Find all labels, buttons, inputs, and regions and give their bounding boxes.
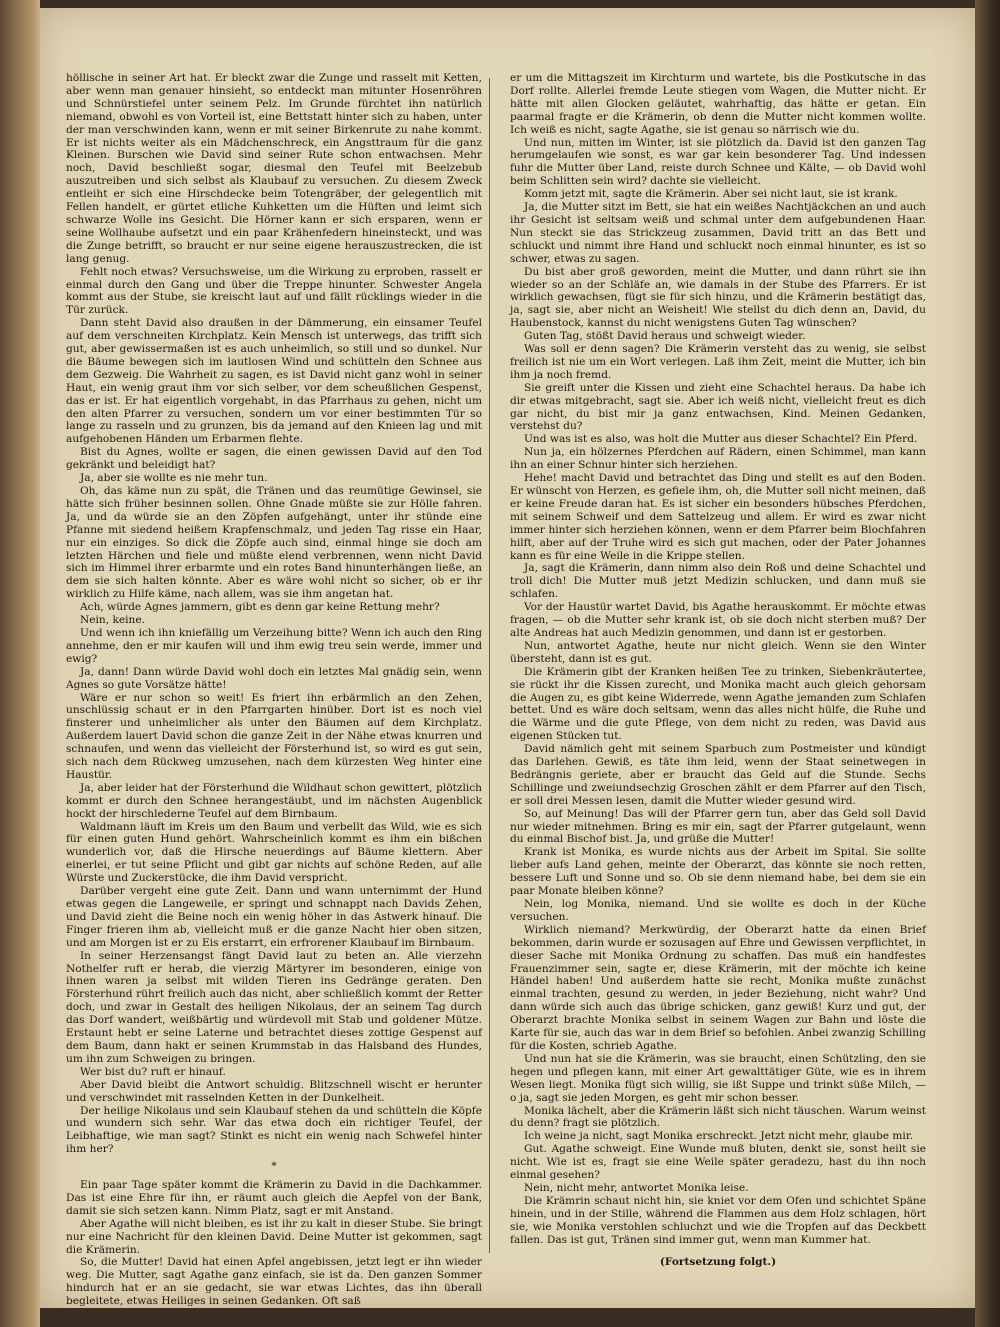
paragraph: In seiner Herzensangst fängt David laut zu beten an. Alle vierzehn Nothelfer ruft er herab, die vierzig Märtyrer im besonderen, einige von ihnen waren ja selbst mit wilden Tieren ins Gedränge geraten. Den Försterhund rührt freilich auch das nicht, aber schließlich kommt der Retter doch, und zwar in Gestalt des heiligen Nikolaus, der an seinem Tag durch das Dorf wandert, weißbärtig und würdevoll mit Stab und goldener Mütze. Erstaunt hebt er seine Laterne und betrachtet dieses zottige Gespenst auf dem Baum, dann hakt er seinen Krummstab in das Halsband des Hundes, um ihn zum Schweigen zu bringen.	[66, 949, 482, 1065]
paragraph: Aber Agathe will nicht bleiben, es ist ihr zu kalt in dieser Stube. Sie bringt nur eine Nachricht für den kleinen David. Deine Mutter ist gekommen, sagt die Krämerin.	[66, 1217, 482, 1256]
paragraph: Hehe! macht David und betrachtet das Ding und stellt es auf den Boden. Er wünscht von Herzen, es gefiele ihm, oh, die Mutter soll nicht meinen, daß er keine Freude daran hat. Es ist sicher ein besonders hübsches Pferdchen, mit seinem Schweif und dem Sattelzeug und allem. Er wird es zwar nicht immer hinter sich herziehen können, wenn er dem Pfarrer beim Blochfahren hilft, aber auf der Truhe wird es sich gut machen, oder der Pater Johannes kann es für eine Weile in die Krippe stellen.	[510, 472, 926, 562]
paragraph: Ja, aber sie wollte es nie mehr tun.	[80, 472, 268, 485]
paragraph: Ja, dann! Dann würde David wohl doch ein letztes Mal gnädig sein, wenn Agnes so gute Vorsätze hätte!	[66, 665, 482, 691]
paragraph: Aber David bleibt die Antwort schuldig. Blitzschnell wischt er herunter und verschwindet mit rasselnden Ketten in der Dunkelheit.	[66, 1078, 482, 1104]
paragraph: Krank ist Monika, es wurde nichts aus der Arbeit im Spital. Sie sollte lieber aufs Land gehen, meinte der Oberarzt, das könnte sie noch retten, bessere Luft und Sonne und so. Ob sie denn niemand habe, bei dem sie ein paar Monate bleiben könne?	[510, 846, 926, 898]
paragraph: Monika lächelt, aber die Krämerin läßt sich nicht täuschen. Warum weinst du denn? fragt sie plötzlich.	[510, 1104, 926, 1130]
paragraph: Komm jetzt mit, sagte die Krämerin. Aber sei nicht laut, sie ist krank.	[524, 188, 898, 201]
paragraph: Wäre er nur schon so weit! Es friert ihn erbärmlich an den Zehen, unschlüssig schaut er in den Pfarrgarten hinüber. Dort ist es noch viel finsterer und unheimlicher als unter den Bäumen auf dem Kirchplatz. Außerdem lauert David schon die ganze Zeit in der Nähe etwas knurren und schnaufen, und wenn das vielleicht der Försterhund ist, so wird es gut sein, sich nach dem Rückweg umzusehen, nach dem kürzesten Weg hinter eine Haustür.	[66, 691, 482, 781]
page-edge	[975, 0, 1000, 1327]
paragraph: Die Krämrin schaut nicht hin, sie kniet vor dem Ofen und schichtet Späne hinein, und in der Stille, während die Flammen aus dem Holz schlagen, hört sie, wie Monika verstohlen schluchzt und wie die Tropfen auf das Deckbett fallen. Das ist gut, Tränen sind immer gut, wenn man Kummer hat.	[510, 1194, 926, 1246]
paragraph: So, die Mutter! David hat einen Apfel angebissen, jetzt legt er ihn wieder weg. Die Mutter, sagt Agathe ganz einfach, sie ist da. Den ganzen Sommer hindurch hat er an sie gedacht, sie war etwas Lichtes, das ihn überall begleitete, etwas Heiliges in seinen Gedanken. Oft saß	[66, 1256, 482, 1308]
paragraph: Nun ja, ein hölzernes Pferdchen auf Rädern, einen Schimmel, man kann ihn an einer Schnur hinter sich herziehen.	[510, 446, 926, 472]
paragraph: David nämlich geht mit seinem Sparbuch zum Postmeister und kündigt das Darlehen. Gewiß, es täte ihm leid, wenn der Staat seinetwegen in Bedrängnis geriete, aber er braucht das Geld auf die Stunde. Sechs Schillinge und zweiundsechzig Groschen zählt er dem Pfarrer auf den Tisch, er soll drei Messen lesen, damit die Mutter wieder gesund wird.	[510, 743, 926, 807]
paragraph: Wer bist du? ruft er hinauf.	[80, 1065, 226, 1078]
paragraph: Gut. Agathe schweigt. Eine Wunde muß bluten, denkt sie, sonst heilt sie nicht. Wie ist es, fragt sie eine Weile später geradezu, hast du ihn noch einmal gesehen?	[510, 1143, 926, 1182]
paragraph: Sie greift unter die Kissen und zieht eine Schachtel heraus. Da habe ich dir etwas mitgebracht, sagt sie. Aber ich weiß nicht, vielleicht freut es dich gar nicht, du bist mir ja ganz entwachsen, Kind. Meinen Gedanken, verstehst du?	[510, 381, 926, 433]
paragraph: Nun, antwortet Agathe, heute nur nicht gleich. Wenn sie den Winter übersteht, dann ist es gut.	[510, 639, 926, 665]
paragraph: Nein, keine.	[80, 614, 146, 627]
paragraph: er um die Mittagszeit im Kirchturm und wartete, bis die Postkutsche in das Dorf rollte. Allerlei fremde Leute stiegen vom Wagen, die Mutter nicht. Er hätte mit allen Glocken geläutet, wahrhaftig, das hätte er getan. Ein paarmal fragte er die Krämerin, ob denn die Mutter nicht kommen wollte. Ich weiß es nicht, sagte Agathe, sie ist genau so närrisch wie du.	[510, 72, 926, 136]
paragraph: Dann steht David also draußen in der Dämmerung, ein einsamer Teufel auf dem verschneiten Kirchplatz. Kein Mensch ist unterwegs, das trifft sich gut, aber gewissermaßen ist es auch unheimlich, so still und so dunkel. Nur die Bäume bewegen sich im lautlosen Wind und schütteln den Schnee aus dem Gezweig. Die Wahrheit zu sagen, es ist David nicht ganz wohl in seiner Haut, ein wenig graut ihm vor sich selber, vor dem scheußlichen Gespenst, das er ist. Er hat eigentlich vorgehabt, in das Pfarrhaus zu gehen, nicht um den alten Pfarrer zu versuchen, sondern um vor einer bestimmten Tür so lange zu rasseln und zu grunzen, bis da jemand auf den Knieen lag und mit aufgehobenen Händen um Erbarmen flehte.	[66, 317, 482, 446]
paragraph: Ich weine ja nicht, sagt Monika erschreckt. Jetzt nicht mehr, glaube mir.	[524, 1130, 914, 1143]
section-separator: *	[271, 1160, 277, 1173]
paragraph: Und was ist es also, was holt die Mutter aus dieser Schachtel? Ein Pferd.	[524, 433, 918, 446]
paragraph: Oh, das käme nun zu spät, die Tränen und das reumütige Gewinsel, sie hätte sich früher besinnen sollen. Ohne Gnade müßte sie zur Hölle fahren. Ja, und da würde sie an den Zöpfen aufgehängt, unter ihr stünde eine Pfanne mit siedend heißem Krapfenschmalz, und jeden Tag risse ein Haar, nur ein einziges. So dick die Zöpfe auch sind, einmal hinge sie doch am letzten Härchen und fiele und müßte elend verbrennen, wenn nicht David sich im Himmel ihrer erbarmte und ein rotes Band hinunterhängen ließe, an dem sie sich halten könnte. Aber es wäre wohl nicht so sicher, ob er ihr wirklich zu Hilfe käme, nach allem, was sie ihm angetan hat.	[66, 485, 482, 601]
paragraph: Die Krämerin gibt der Kranken heißen Tee zu trinken, Siebenkräutertee, sie rückt ihr die Kissen zurecht, und Monika macht auch gleich gehorsam die Augen zu, es gibt keine Widerrede, wenn Agathe jemanden zum Schlafen bettet. Und es wäre doch seltsam, wenn das alles nicht hülfe, die Ruhe und die Wärme und die gute Pflege, von dem nicht zu reden, was David aus eigenen Stücken tut.	[510, 665, 926, 743]
paragraph: Ja, die Mutter sitzt im Bett, sie hat ein weißes Nachtjäckchen an und auch ihr Gesicht ist seltsam weiß und schmal unter dem aufgebundenen Haar. Nun steckt sie das Strickzeug zusammen, David tritt an das Bett und schluckt und nimmt ihre Hand und schluckt noch einmal hinunter, es ist so schwer, etwas zu sagen.	[510, 201, 926, 265]
paragraph: Ein paar Tage später kommt die Krämerin zu David in die Dachkammer. Das ist eine Ehre für ihn, er räumt auch gleich die Aepfel von der Bank, damit sie sich setzen kann. Nimm Platz, sagt er mit Anstand.	[66, 1179, 482, 1217]
paragraph: Der heilige Nikolaus und sein Klaubauf stehen da und schütteln die Köpfe und wundern sich sehr. War das etwa doch ein richtiger Teufel, der Leibhaftige, wie man sagt? Stinkt es nicht ein wenig nach Schwefel hinter ihm her?	[66, 1104, 482, 1156]
paragraph: So, auf Meinung! Das will der Pfarrer gern tun, aber das Geld soll David nur wieder mitnehmen. Bring es mir ein, sagt der Pfarrer gutgelaunt, wenn du einmal Bischof bist. Ja, und grüße die Mutter!	[510, 807, 926, 846]
book-spine	[0, 0, 40, 1327]
paragraph: Ja, aber leider hat der Försterhund die Wildhaut schon gewittert, plötzlich kommt er durch den Schnee herangestäubt, und im nächsten Augenblick hockt der hirschlederne Teufel auf dem Birnbaum.	[66, 781, 482, 820]
paragraph: Und nun hat sie die Krämerin, was sie braucht, einen Schützling, den sie hegen und pflegen kann, mit einer Art gewalttätiger Güte, wie es in ihrem Wesen liegt. Monika fügt sich willig, sie ißt Suppe und trinkt süße Milch, — o ja, sagt sie jeden Morgen, es geht mir schon besser.	[510, 1052, 926, 1104]
continuation-note: (Fortsetzung folgt.)	[659, 1256, 777, 1269]
paragraph: Ach, würde Agnes jammern, gibt es denn gar keine Rettung mehr?	[80, 601, 440, 614]
paragraph: Bist du Agnes, wollte er sagen, die einen gewissen David auf den Tod gekränkt und beleidigt hat?	[66, 446, 482, 472]
paragraph: Nein, nicht mehr, antwortet Monika leise.	[524, 1181, 749, 1194]
paragraph: Nein, log Monika, niemand. Und sie wollte es doch in der Küche versuchen.	[510, 898, 926, 923]
paragraph: Ja, sagt die Krämerin, dann nimm also dein Roß und deine Schachtel und troll dich! Die Mutter muß jetzt Medizin schlucken, und dann muß sie schlafen.	[510, 562, 926, 601]
paragraph: höllische in seiner Art hat. Er bleckt zwar die Zunge und rasselt mit Ketten, aber wenn man genauer hinsieht, so entdeckt man mitunter Hosenröhren und Schnürstiefel unter seinem Pelz. Im Grunde fürchtet ihn natürlich niemand, obwohl es von Vorteil ist, eine Bettstatt hinter sich zu haben, unter der man verschwinden kann, wenn er mit seiner Birkenrute zu nahe kommt. Er ist nichts weiter als ein Mädchenschreck, ein Angsttraum für die ganz Kleinen. Burschen wie David sind seiner Rute schon entwachsen. Mehr noch, David beschließt sogar, diesmal den Teufel mit Beelzebub auszutreiben und sich selbst als Klaubauf zu versuchen. Zu diesem Zweck entleiht er sich eine Hirschdecke beim Totengräber, der gelegentlich mit Fellen handelt, er gürtet etliche Kuhketten um die Hüften und leimt sich schwarze Wolle ins Gesicht. Die Hörner kann er sich ersparen, wenn er seine Wollhaube aufsetzt und ein paar Krähenfedern hineinsteckt, und was die Zunge betrifft, so braucht er nur seine eigene herauszustrecken, die ist lang genug.	[66, 72, 482, 265]
paragraph: Du bist aber groß geworden, meint die Mutter, und dann rührt sie ihn wieder so an der Schläfe an, wie damals in der Stube des Pfarrers. Er ist wirklich gewachsen, fügt sie für sich hinzu, und die Krämerin bestätigt das, ja, sagt sie, aber nicht an Weisheit! Wie stellst du dich denn an, David, du Haubenstock, kannst du nicht wenigstens Guten Tag wünschen?	[510, 265, 926, 330]
paragraph: Und wenn ich ihn kniefällig um Verzeihung bitte? Wenn ich auch den Ring annehme, den er mir kaufen will und ihm ewig treu sein werde, immer und ewig?	[66, 626, 482, 665]
paragraph: Darüber vergeht eine gute Zeit. Dann und wann unternimmt der Hund etwas gegen die Langeweile, er springt und schnappt nach Davids Zehen, und David zieht die Beine noch ein wenig höher in das Astwerk hinauf. Die Finger frieren ihm ab, vielleicht muß er die ganze Nacht hier oben sitzen, und am Morgen ist er zu Eis erstarrt, ein erfrorener Klaubauf im Birnbaum.	[66, 885, 482, 949]
paragraph: Wirklich niemand? Merkwürdig, der Oberarzt hatte da einen Brief bekommen, darin wurde er sozusagen auf Ehre und Gewissen verpflichtet, in dieser Sache mit Monika Ordnung zu schaffen. Das muß ein handfestes Frauenzimmer sein, sagte er, diese Krämerin, mit der möchte ich keine Händel haben! Und außerdem hatte sie recht, Monika mußte zunächst einmal trachten, gesund zu werden, in jeder Beziehung, nicht wahr? Und dann würde sich auch das übrige schicken, ganz gewiß! Kurz und gut, der Oberarzt brachte Monika selbst in seinem Wagen zur Bahn und löste die Karte für sie, auch das war in dem Brief so befohlen. Anbei zwanzig Schilling für die Kosten, schrieb Agathe.	[510, 923, 926, 1052]
paragraph: Was soll er denn sagen? Die Krämerin versteht das zu wenig, sie selbst freilich ist nie um ein Wort verlegen. Laß ihm Zeit, meint die Mutter, ich bin ihm ja noch fremd.	[510, 343, 926, 381]
paragraph: Und nun, mitten im Winter, ist sie plötzlich da. David ist den ganzen Tag herumgelaufen wie sonst, es war gar kein besonderer Tag. Und indessen fuhr die Mutter über Land, reiste durch Schnee und Kälte, — ob David wohl beim Schlitten sein wird? dachte sie vielleicht.	[510, 136, 926, 188]
paragraph: Vor der Haustür wartet David, bis Agathe herauskommt. Er möchte etwas fragen, — ob die Mutter sehr krank ist, ob sie doch nicht sterben muß? Der alte Andreas hat auch Medizin genommen, und dann ist er gestorben.	[510, 601, 926, 639]
right-column	[510, 72, 926, 1269]
paragraph: Waldmann läuft im Kreis um den Baum und verbellt das Wild, wie es sich für einen guten Hund gehört. Wahrscheinlich kommt es ihm ein bißchen wunderlich vor, daß die Hirsche neuerdings auf Bäume klettern. Aber einerlei, er tut seine Pflicht und gibt gar nichts auf schöne Reden, auf alle Würste und Zuckerstücke, die ihm David verspricht.	[66, 820, 482, 885]
paragraph: Fehlt noch etwas? Versuchsweise, um die Wirkung zu erproben, rasselt er einmal durch den Gang und über die Treppe hinunter. Schwester Angela kommt aus der Stube, sie kreischt laut auf und fällt rücklings wieder in die Tür zurück.	[66, 265, 482, 317]
left-column	[66, 72, 482, 1308]
column-divider	[489, 78, 490, 1253]
paragraph: Guten Tag, stößt David heraus und schweigt wieder.	[524, 330, 806, 343]
